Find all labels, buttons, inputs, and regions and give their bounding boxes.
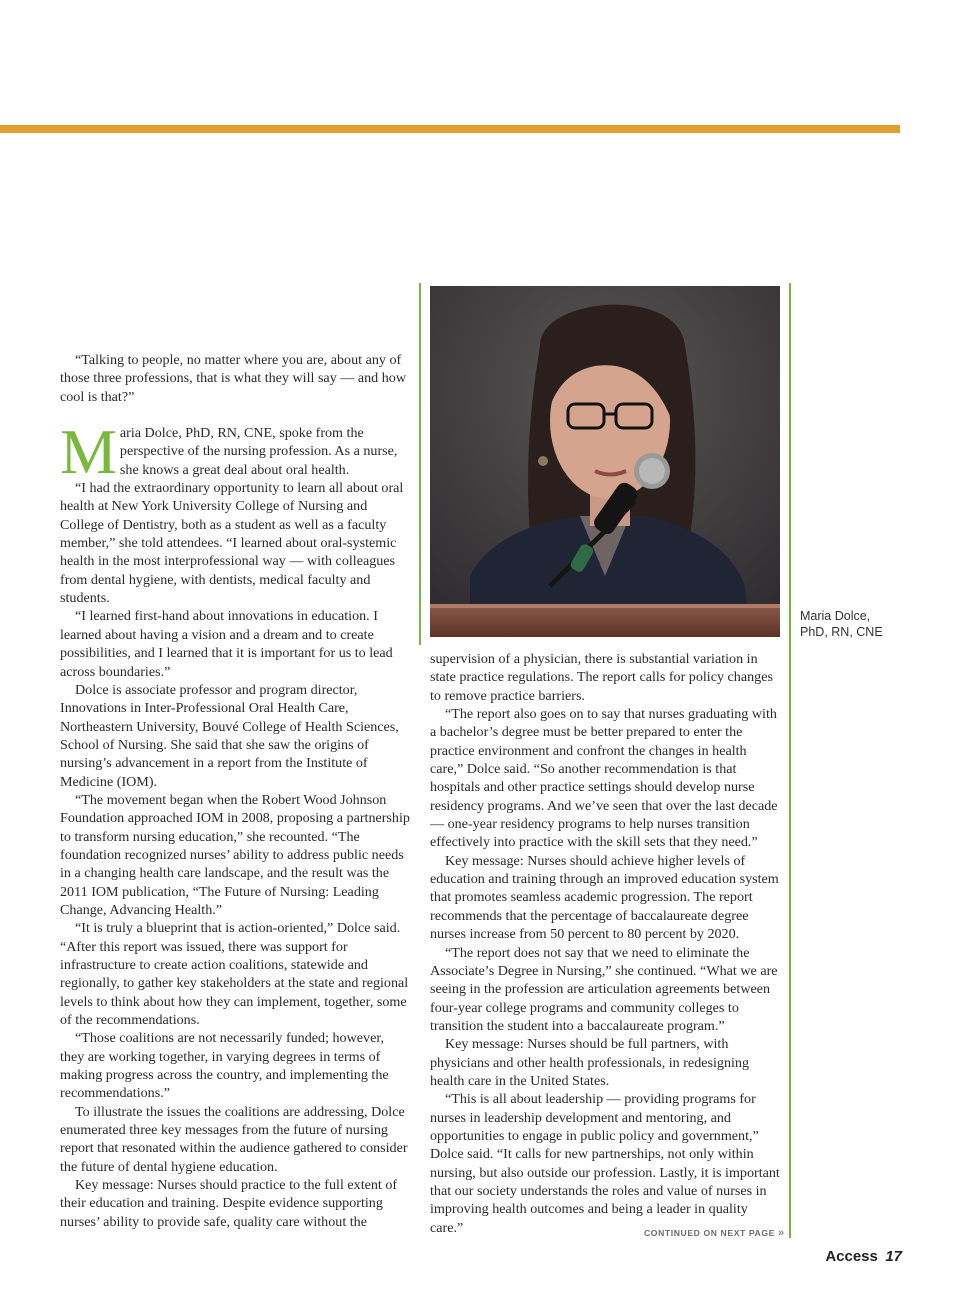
- article-paragraph-dropcap: [60, 416, 410, 488]
- article-paragraph: “This is all about leadership — providing programs for nurses in leadership development and mentoring, and opportunities to engage in public policy and government,” Dolce said. “It calls for new partnerships, not only within nursing, but also outside our profession. Lastly, it is important that our society understands the roles and value of nurses in improving health outcomes and being a leader in quality care.”: [430, 1091, 780, 1236]
- article-paragraph: supervision of a physician, there is substantial variation in state practice regulations. The report calls for policy changes to remove practice barriers.: [430, 651, 773, 704]
- caption-credentials: PhD, RN, CNE: [800, 625, 883, 639]
- double-chevron-right-icon: »: [777, 1227, 785, 1239]
- article-paragraph: “The report also goes on to say that nurses graduating with a bachelor’s degree must be better prepared to enter the practice environment and confront the changes in health care,” Dolce said. “So another recommendation is that hospitals and other practice settings should develop nurse residency programs. And we’ve seen that over the last decade — one-year residency programs to help nurses transition effectively into practice with the skill sets that they need.”: [430, 706, 778, 851]
- left-article-column: [60, 351, 410, 1231]
- article-paragraph: “The report does not say that we need to eliminate the Associate’s Degree in Nursing,” she continued. “What we are seeing in the profession are articulation agreements between four-year college programs and community colleges to transition the student into a baccalaureate program.”: [430, 944, 778, 1034]
- publication-name: Access: [825, 1248, 878, 1265]
- header-accent-bar: [0, 125, 900, 133]
- page-number: 17: [885, 1248, 902, 1265]
- speaker-photo: [430, 286, 780, 637]
- article-paragraph: Dolce is associate professor and program director, Innovations in Inter-Professional Oral Health Care, Northeastern University, Bouvé College of Health Sciences, School of Nursing. She said that she saw the origins of nursing’s advancement in a report from the Institute of Medicine (IOM).: [60, 681, 399, 790]
- caption-name: Maria Dolce,: [800, 609, 871, 623]
- continued-text: CONTINUED ON NEXT PAGE: [644, 1228, 775, 1238]
- article-paragraph: Key message: Nurses should be full partners, with physicians and other health professionals, in redesigning health care in the United States.: [430, 1036, 749, 1089]
- article-paragraph: Key message: Nurses should practice to the full extent of their education and training. Despite evidence supporting nurses’ ability to provide safe, quality care without the: [60, 1177, 398, 1230]
- article-paragraph: Key message: Nurses should achieve higher levels of education and training through an improved education system that promotes seamless academic progression. The report recommends that the percentage of baccalaureate degree nurses increase from 50 percent to 80 percent by 2020.: [430, 852, 779, 943]
- article-paragraph: “It is truly a blueprint that is action-oriented,” Dolce said. “After this report was issued, there was support for infrastructure to create action coalitions, statewide and regionally, to gather key stakeholders at the state and regional levels to think about how they can implement, together, some of the recommendations.: [60, 920, 409, 1029]
- article-paragraph: “The movement began when the Robert Wood Johnson Foundation approached IOM in 2008, proposing a partnership to transform nursing education,” she recounted. “The foundation recognized nurses’ ability to address public needs in a changing health care landscape, and the result was the 2011 IOM publication, “The Future of Nursing: Leading Change, Advancing Health.”: [60, 791, 410, 918]
- column-divider-right: [789, 283, 791, 1238]
- photo-caption: [800, 608, 883, 640]
- page-footer: [825, 1248, 902, 1266]
- article-paragraph: To illustrate the issues the coalitions are addressing, Dolce enumerated three key messages from the future of nursing report that resonated within the audience gathered to consider the future of dental hygiene education.: [60, 1103, 408, 1175]
- drop-cap: M: [60, 416, 117, 488]
- article-paragraph: “Talking to people, no matter where you are, about any of those three professions, that is what they will say — and how cool is that?”: [60, 352, 407, 405]
- article-paragraph: “I had the extraordinary opportunity to learn all about oral health at New York University College of Nursing and College of Dentistry, both as a student as well as a faculty member,” she told attendees. “I learned about oral-systemic health in the most interprofessional way — with colleagues from dental hygiene, with dentists, medical faculty and students.: [60, 480, 404, 607]
- continued-link[interactable]: [644, 1227, 785, 1239]
- right-article-column: [430, 650, 780, 1237]
- article-paragraph: “Those coalitions are not necessarily funded; however, they are working together, in varying degrees in terms of making progress across the country, and implementing the recommendations.”: [60, 1030, 389, 1102]
- column-divider-left: [419, 283, 421, 645]
- article-text: aria Dolce, PhD, RN, CNE, spoke from the perspective of the nursing profession. As a nurse, she knows a great deal about oral health.: [119, 425, 398, 478]
- article-paragraph: “I learned first-hand about innovations in education. I learned about having a vision and a dream and to create possibilities, and I learned that it is important for us to lead across boundaries.”: [60, 608, 393, 680]
